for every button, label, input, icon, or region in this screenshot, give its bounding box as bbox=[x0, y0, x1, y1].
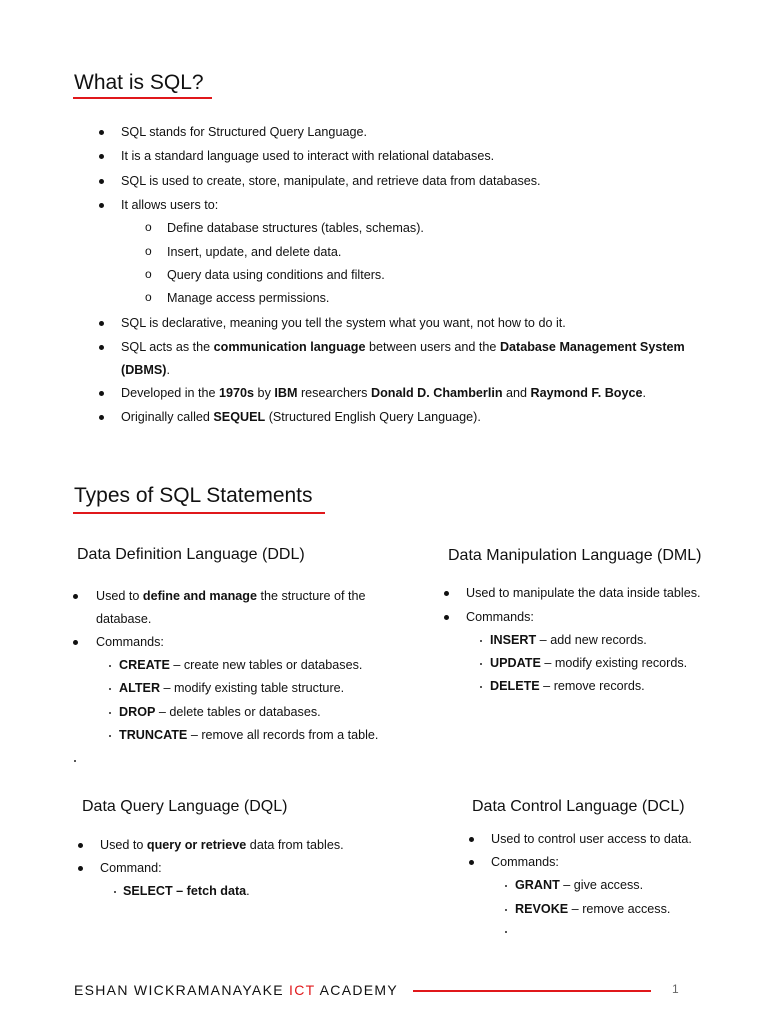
sub-bullet-icon: o bbox=[145, 267, 152, 281]
dql-command bbox=[123, 883, 250, 899]
bold-text: Raymond F. Boyce bbox=[530, 386, 643, 400]
sub-bullet-item: Define database structures (tables, schemas). bbox=[167, 221, 424, 235]
bullet-icon bbox=[73, 594, 78, 599]
dcl-command bbox=[515, 901, 670, 917]
text: SQL is declarative, meaning you tell the system what you want, not how to do it. bbox=[121, 316, 566, 330]
text: – remove access. bbox=[568, 902, 671, 916]
bold-text: ALTER bbox=[119, 681, 161, 695]
middot-icon bbox=[505, 885, 507, 887]
middot-icon bbox=[109, 665, 111, 667]
bold-text: 1970s bbox=[219, 386, 255, 400]
bullet-icon bbox=[99, 154, 104, 159]
text: Used to bbox=[100, 838, 147, 852]
bullet-item bbox=[121, 148, 494, 164]
page-title: What is SQL? bbox=[74, 71, 204, 94]
text: . bbox=[246, 884, 250, 898]
dcl-description: Used to control user access to data. bbox=[491, 832, 692, 846]
dcl-heading: Data Control Language (DCL) bbox=[472, 798, 685, 815]
bullet-icon bbox=[99, 345, 104, 350]
ddl-description bbox=[96, 588, 366, 604]
ddl-command bbox=[119, 727, 378, 743]
text: the structure of the bbox=[256, 589, 366, 603]
sub-bullet-item: Insert, update, and delete data. bbox=[167, 245, 342, 259]
footer-ict: ICT bbox=[289, 982, 316, 998]
dcl-commands-label: Commands: bbox=[491, 855, 559, 869]
text: It allows users to: bbox=[121, 198, 219, 212]
dql-description bbox=[100, 837, 344, 853]
ddl-description-cont: database. bbox=[96, 612, 152, 626]
footer-academy: ACADEMY bbox=[315, 982, 399, 998]
bullet-item bbox=[121, 409, 481, 425]
bold-text: SEQUEL bbox=[213, 410, 266, 424]
ddl-commands-label: Commands: bbox=[96, 635, 164, 649]
sub-bullet-item: Query data using conditions and filters. bbox=[167, 268, 385, 282]
sub-bullet-icon: o bbox=[145, 220, 152, 234]
bullet-icon bbox=[469, 837, 474, 842]
middot-icon bbox=[505, 909, 507, 911]
bold-text: DELETE bbox=[490, 679, 540, 693]
dql-commands-label: Command: bbox=[100, 861, 162, 875]
text: between users and the bbox=[365, 340, 500, 354]
bold-text: DROP bbox=[119, 705, 156, 719]
bullet-icon bbox=[78, 866, 83, 871]
ddl-heading: Data Definition Language (DDL) bbox=[77, 546, 305, 563]
bold-text: CREATE bbox=[119, 658, 170, 672]
text: Used to bbox=[96, 589, 143, 603]
bullet-icon bbox=[99, 203, 104, 208]
bold-text: Donald D. Chamberlin bbox=[370, 386, 503, 400]
stray-dot bbox=[74, 760, 76, 762]
middot-icon bbox=[480, 640, 482, 642]
dql-heading: Data Query Language (DQL) bbox=[82, 798, 288, 815]
dml-heading: Data Manipulation Language (DML) bbox=[448, 547, 702, 564]
bullet-icon bbox=[99, 179, 104, 184]
dml-command bbox=[490, 655, 687, 671]
bullet-item bbox=[121, 315, 566, 331]
bold-text: GRANT bbox=[515, 878, 560, 892]
bold-text: define and manage bbox=[142, 589, 257, 603]
middot-icon bbox=[480, 663, 482, 665]
footer-brand bbox=[74, 982, 398, 998]
stray-dot bbox=[505, 931, 507, 933]
bullet-icon bbox=[469, 860, 474, 865]
text: data from tables. bbox=[246, 838, 344, 852]
bullet-icon bbox=[78, 843, 83, 848]
bold-text: Database Management System bbox=[499, 340, 685, 354]
text: – remove all records from a table. bbox=[187, 728, 379, 742]
bullet-icon bbox=[99, 130, 104, 135]
text: – add new records. bbox=[536, 633, 647, 647]
text: SQL is used to create, store, manipulate, and retrieve data from databases. bbox=[121, 174, 541, 188]
bullet-item bbox=[121, 197, 218, 213]
bold-text: communication language bbox=[213, 340, 366, 354]
middot-icon bbox=[114, 891, 116, 893]
sub-bullet-icon: o bbox=[145, 290, 152, 304]
section-title-underline bbox=[73, 512, 325, 514]
bold-text: REVOKE bbox=[515, 902, 569, 916]
dml-command bbox=[490, 632, 647, 648]
bullet-item bbox=[121, 385, 646, 401]
footer-name: ESHAN WICKRAMANAYAKE bbox=[74, 982, 290, 998]
bullet-item bbox=[121, 124, 367, 140]
text: . bbox=[166, 363, 170, 377]
text: – remove records. bbox=[539, 679, 645, 693]
middot-icon bbox=[109, 688, 111, 690]
text: SQL stands for Structured Query Language. bbox=[121, 125, 367, 139]
title-underline bbox=[73, 97, 212, 99]
page-number: 1 bbox=[672, 982, 679, 996]
text: and bbox=[502, 386, 531, 400]
text: researchers bbox=[297, 386, 371, 400]
bold-text: SELECT – fetch data bbox=[123, 884, 247, 898]
middot-icon bbox=[480, 686, 482, 688]
dcl-command bbox=[515, 877, 643, 893]
text: Originally called bbox=[121, 410, 214, 424]
bullet-icon bbox=[99, 415, 104, 420]
text: by bbox=[254, 386, 275, 400]
bullet-icon bbox=[444, 591, 449, 596]
bullet-icon bbox=[444, 615, 449, 620]
bold-text: UPDATE bbox=[490, 656, 541, 670]
bold-text: query or retrieve bbox=[146, 838, 247, 852]
bullet-item bbox=[121, 362, 170, 378]
text: SQL acts as the bbox=[121, 340, 214, 354]
bold-text: (DBMS) bbox=[121, 363, 167, 377]
text: It is a standard language used to interact with relational databases. bbox=[121, 149, 495, 163]
ddl-command bbox=[119, 657, 362, 673]
bullet-item bbox=[121, 173, 541, 189]
ddl-command bbox=[119, 680, 344, 696]
section-title: Types of SQL Statements bbox=[74, 484, 313, 507]
sub-bullet-item: Manage access permissions. bbox=[167, 291, 330, 305]
text: – delete tables or databases. bbox=[155, 705, 321, 719]
dml-command bbox=[490, 678, 645, 694]
bullet-item bbox=[121, 339, 685, 355]
text: – modify existing records. bbox=[540, 656, 688, 670]
text: (Structured English Query Language). bbox=[265, 410, 481, 424]
footer-rule bbox=[413, 990, 651, 992]
dml-description: Used to manipulate the data inside tables. bbox=[466, 586, 701, 600]
text: . bbox=[642, 386, 647, 400]
bullet-icon bbox=[99, 391, 104, 396]
middot-icon bbox=[109, 712, 111, 714]
bullet-icon bbox=[73, 640, 78, 645]
bold-text: TRUNCATE bbox=[119, 728, 188, 742]
text: Developed in the bbox=[121, 386, 220, 400]
text: – give access. bbox=[559, 878, 644, 892]
bold-text: INSERT bbox=[490, 633, 537, 647]
text: – create new tables or databases. bbox=[169, 658, 363, 672]
dml-commands-label: Commands: bbox=[466, 610, 534, 624]
text: – modify existing table structure. bbox=[160, 681, 345, 695]
middot-icon bbox=[109, 735, 111, 737]
sub-bullet-icon: o bbox=[145, 244, 152, 258]
ddl-command bbox=[119, 704, 321, 720]
bold-text: IBM bbox=[274, 386, 298, 400]
bullet-icon bbox=[99, 321, 104, 326]
